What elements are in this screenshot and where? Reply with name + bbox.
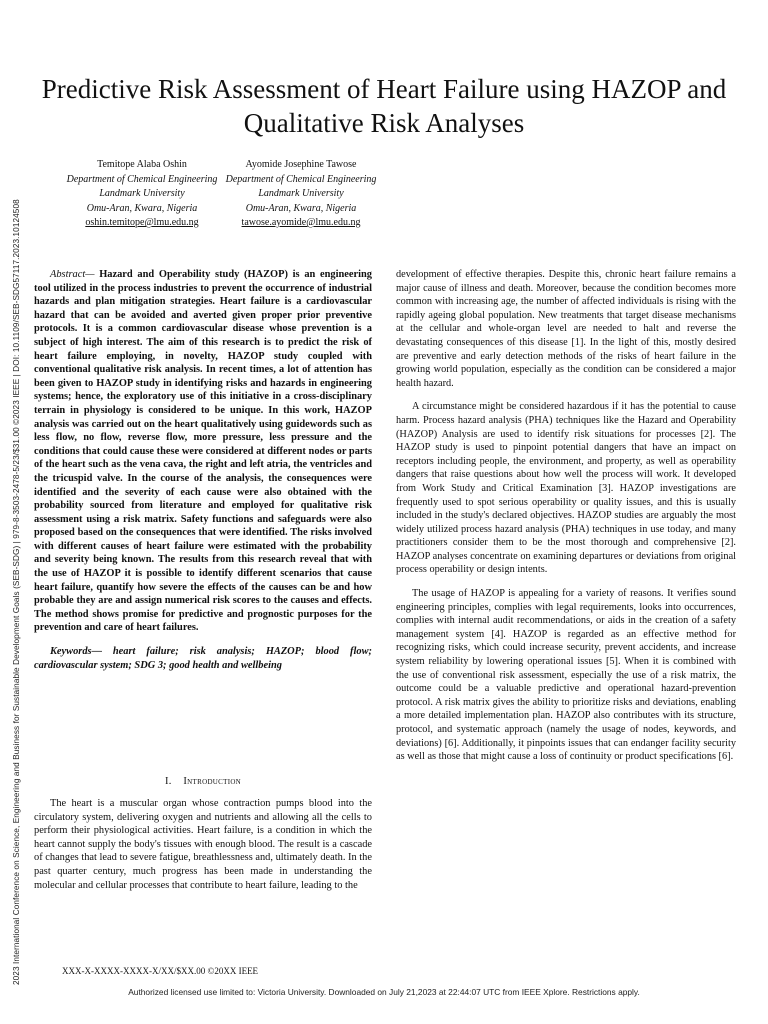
author-name: Ayomide Josephine Tawose	[245, 159, 357, 170]
abstract-text: Hazard and Operability study (HAZOP) is an engineering tool utilized in the process industries to prevent the occurrence of industrial hazards and plan mitigation strategies. Heart failure is a cardiovascular hazard that can be avoided and averted given proper prior preventive protocols. It is a common cardiovascular disease whose prevention is a subject of high interest. The aim of this research is to predict the risk of heart failure employing, in novelty, HAZOP study coupled with conventional qualitative risk analysis. In recent times, a lot of attention has been given to HAZOP study in identifying risks and hazards in engineering systems; hence, the exploratory use of this initiative in a cross-disciplinary terrain in physiology is considered to be unique. In this work, HAZOP analysis was carried out on the heart qualitatively using guidewords such as less flow, no flow, reverse flow, more pressure, less pressure and the conditions that could cause these were considered at different nodes or parts of the heart such as the vena cava, the right and left atria, the ventricles and the tricuspid valve. In the course of the analysis, the consequences were identified and the severity of each cause were also obtained with the probability sourced from literature and employed for qualitative risk assessment using a risk matrix. Safety functions and safeguards were also proposed based on the consequences that were identified. The risks involved with different causes of heart failure were estimated with the probability and severity being known. The results from this research reveal that with the use of HAZOP it is possible to identify different scenarios that cause heart failure, quantify how severe the effects of the causes can be and how probable they are and assign numerical risk scores to the causes and effects. The method shows promise for predictive and prognostic purposes for the prevention and care of heart failures.	[34, 269, 372, 634]
author-location: Omu-Aran, Kwara, Nigeria	[86, 202, 198, 214]
keywords: Keywords— heart failure; risk analysis; HAZOP; blood flow; cardiovascular system; SDG 3; good health and wellbeing	[34, 646, 372, 671]
section-number: I.	[164, 776, 172, 787]
author-block-2	[201, 158, 401, 231]
author-department: Department of Chemical Engineering	[66, 173, 218, 185]
body-paragraph-1: development of effective therapies. Despite this, chronic heart failure remains a major cause of illness and death. Moreover, because the condition becomes more common with increasing age, the number of affected individuals is rising with the rapidly ageing global population. New treatments that target disease mechanisms at the cellular and whole-organ level are needed to halt and reverse the devastating consequences of this disease [1]. In the light of this, mostly desired are preventive and early detection methods of the risks of heart failure in the growing world population, especially as the condition can be considered a major health hazard.	[396, 269, 736, 389]
paper-title: Predictive Risk Assessment of Heart Failure using HAZOP and Qualitative Risk Analyses	[41, 74, 727, 138]
intro-left-column	[34, 797, 372, 892]
left-column	[34, 268, 372, 672]
author-department: Department of Chemical Engineering	[225, 173, 377, 185]
author-location: Omu-Aran, Kwara, Nigeria	[245, 202, 357, 214]
author-name: Temitope Alaba Oshin	[97, 159, 187, 170]
author-university: Landmark University	[99, 188, 185, 199]
author-university: Landmark University	[258, 188, 344, 199]
side-strip	[4, 0, 20, 1024]
abstract	[34, 268, 372, 635]
body-paragraph-2: A circumstance might be considered hazardous if it has the potential to cause harm. Process hazard analysis (PHA) techniques like the Hazard and Operability (HAZOP) Analysis are used to identify risk situations for processes [2]. The HAZOP study is used to pinpoint potential dangers that have an impact on receptors including people, the environment, and property, as well as operability dangers that raise questions about how well the process will work. It developed from Work Study and Critical Examination [3]. HAZOP investigations are frequently used to spot serious operability or quality issues, and this is usually included in the study's declared objectives. HAZOP studies are arguably the most widely utilized process hazard analysis (PHA) techniques in use today, and many practitioners consider them to be the most thorough and comprehensive [2]. HAZOP analyses concentrate on examining departures or deviations from original process operability or design intents.	[396, 401, 736, 576]
section-heading	[34, 776, 372, 787]
right-column	[396, 268, 736, 764]
license-notice: Authorized licensed use limited to: Victoria University. Downloaded on July 21,2023 at 22:44:07 UTC from IEEE Xplore. Restrictions apply.	[128, 987, 640, 997]
copyright-line: XXX-X-XXXX-XXXX-X/XX/$XX.00 ©20XX IEEE	[62, 966, 259, 976]
conference-citation: 2023 International Conference on Science, Engineering and Business for Sustainable Development Goals (SEB-SDG) | 979-8-3503-2478-5/23/$31.00 ©2023 IEEE | DOI: 10.1109/SEB-SDG57117.2023.10124508	[12, 199, 21, 985]
abstract-label: Abstract—	[50, 269, 95, 280]
author-email[interactable]: tawose.ayomide@lmu.edu.ng	[241, 217, 361, 228]
intro-paragraph: The heart is a muscular organ whose contraction pumps blood into the circulatory system, delivering oxygen and nutrients and allowing all the cells to perform their physiological activities. Heart failure, is a condition in which the heart cannot supply the body's tissues with enough blood. The result is a cascade of changes that lead to severe fatigue, breathlessness and, ultimately death. In the past quarter century, much progress has been made in understanding the molecular and cellular processes that contribute to heart failure, leading to the	[34, 798, 372, 891]
section-title: Introduction	[183, 776, 242, 787]
author-email[interactable]: oshin.temitope@lmu.edu.ng	[85, 217, 199, 228]
body-paragraph-3: The usage of HAZOP is appealing for a variety of reasons. It verifies sound engineering principles, complies with legal requirements, looks into occurrences, complies with internal audit recommendations, or aids in the creation of a safety management system [4]. HAZOP is regarded as an effective method for recognizing risks, which could increase security, prevent accidents, and increase system reliability by lowering operational issues [5]. When it is combined with the use of conventional risk assessment, especially the use of a risk matrix, the outcome could be a valuable predictive and operational hazard-prevention protocol. A risk matrix gives the ability to prioritize risks and deviations, enabling a more detailed implementation plan. HAZOP also contributes with its structure, protocol, and systematic approach (namely the usage of nodes, keywords, and deviations) [6]. Additionally, it pinpoints issues that can endanger facility security as well as those that might cause a loss of continuity or product specifications [6].	[396, 588, 736, 763]
